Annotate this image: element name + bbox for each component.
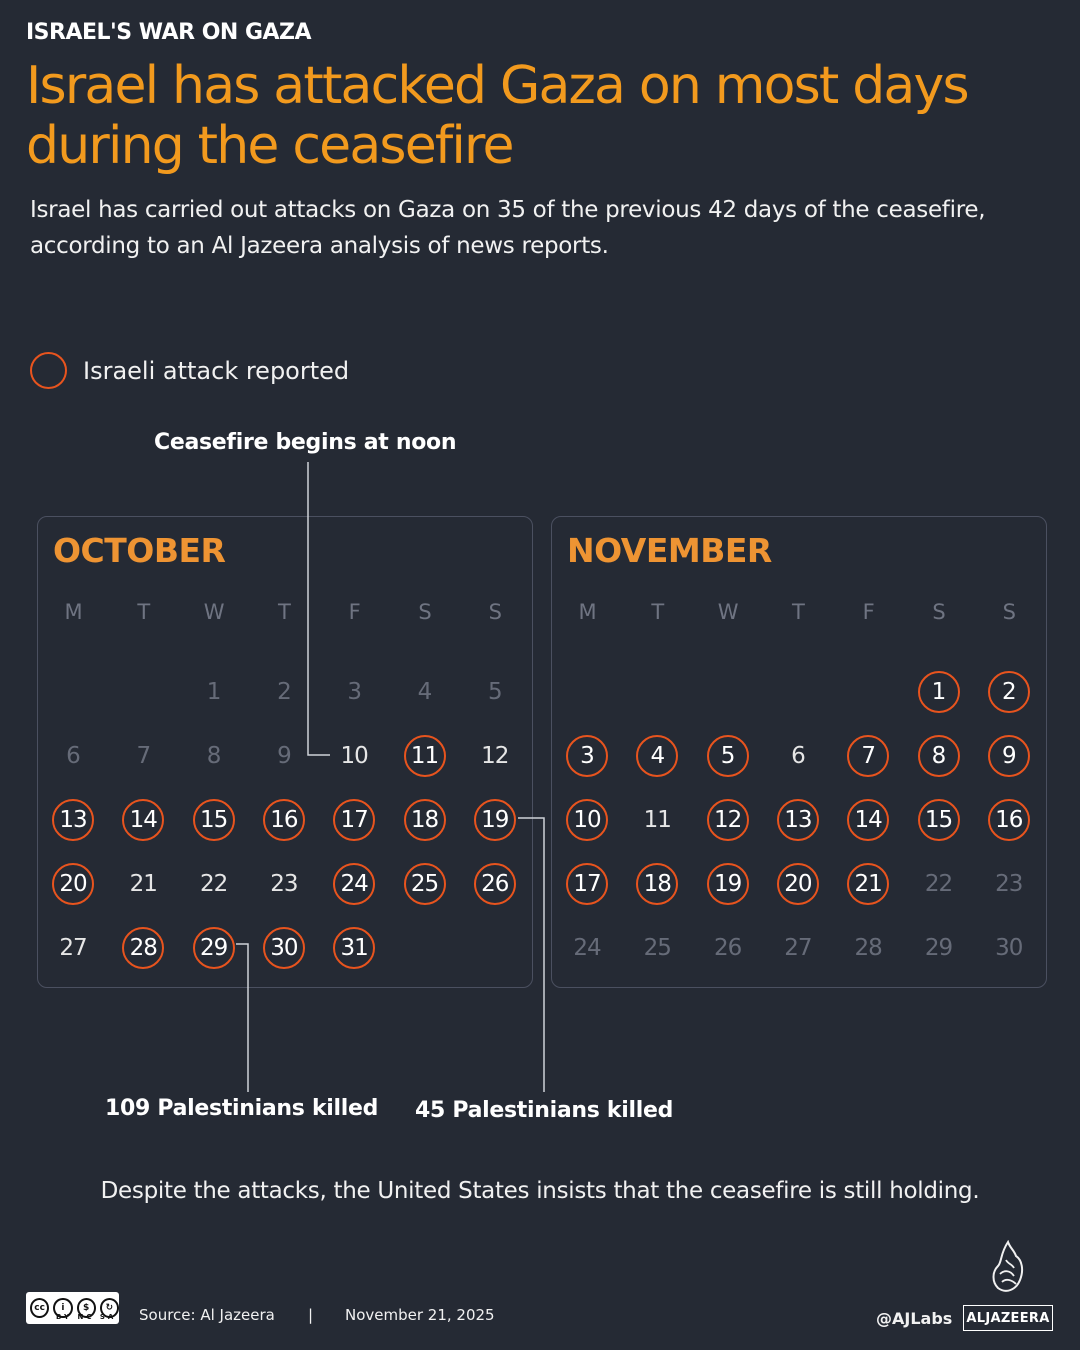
november-day-25: 25	[643, 935, 671, 961]
october-day-10: 10	[340, 743, 368, 769]
november-day-3-attack: 3	[566, 735, 608, 777]
subtitle: Israel has carried out attacks on Gaza on 35 of the previous 42 days of the ceasefire, according to an Al Jazeera analysis of news reports.	[30, 197, 986, 259]
october-day-5: 5	[487, 679, 502, 705]
legend-label: Israeli attack reported	[83, 356, 350, 385]
weekday-label: T	[137, 600, 150, 624]
november-day-17-attack: 17	[566, 863, 608, 905]
november-day-14-attack: 14	[847, 799, 889, 841]
november-day-28: 28	[854, 935, 882, 961]
weekday-label: S	[418, 600, 431, 624]
cc-icon: cc	[30, 1298, 49, 1318]
source-credit: Source: Al Jazeera	[139, 1306, 275, 1324]
october-day-28-attack: 28	[122, 927, 164, 969]
november-day-13-attack: 13	[777, 799, 819, 841]
footnote: Despite the attacks, the United States insists that the ceasefire is still holding.	[100, 1178, 980, 1204]
november-day-6: 6	[791, 743, 805, 769]
legend	[30, 352, 349, 389]
month-title-october: OCTOBER	[53, 531, 226, 570]
november-day-20-attack: 20	[777, 863, 819, 905]
november-day-23: 23	[995, 871, 1023, 897]
october-day-20-attack: 20	[52, 863, 94, 905]
november-day-2-attack: 2	[988, 671, 1030, 713]
november-day-5-attack: 5	[707, 735, 749, 777]
social-handle: @AJLabs	[876, 1309, 953, 1328]
kicker: ISRAEL'S WAR ON GAZA	[26, 20, 312, 45]
october-day-12: 12	[481, 743, 509, 769]
aljazeera-wordmark: ALJAZEERA	[963, 1305, 1053, 1331]
october-day-25-attack: 25	[404, 863, 446, 905]
november-day-30: 30	[995, 935, 1023, 961]
weekday-label: S	[1002, 600, 1015, 624]
license-text: BY NC SA	[56, 1313, 117, 1321]
october-day-11-attack: 11	[404, 735, 446, 777]
november-day-9-attack: 9	[988, 735, 1030, 777]
november-deaths-annotation: 45 Palestinians killed	[415, 1098, 674, 1123]
headline: Israel has attacked Gaza on most days during the ceasefire	[26, 56, 968, 176]
november-day-11: 11	[643, 807, 671, 833]
october-day-29-attack: 29	[193, 927, 235, 969]
november-day-10-attack: 10	[566, 799, 608, 841]
november-day-22: 22	[924, 871, 953, 897]
november-day-1-attack: 1	[918, 671, 960, 713]
november-day-18-attack: 18	[636, 863, 678, 905]
october-day-4: 4	[417, 679, 432, 705]
october-day-16-attack: 16	[263, 799, 305, 841]
november-day-7-attack: 7	[847, 735, 889, 777]
november-day-8-attack: 8	[918, 735, 960, 777]
october-day-27: 27	[59, 935, 87, 961]
october-day-2: 2	[277, 679, 291, 705]
october-calendar	[37, 516, 533, 988]
weekday-label: M	[64, 600, 82, 624]
weekday-label: T	[651, 600, 664, 624]
publish-date: November 21, 2025	[345, 1306, 495, 1324]
october-day-30-attack: 30	[263, 927, 305, 969]
october-day-22: 22	[199, 871, 228, 897]
footer-separator: |	[308, 1306, 314, 1324]
october-day-9: 9	[277, 743, 291, 769]
october-day-24-attack: 24	[333, 863, 375, 905]
weekday-label: S	[488, 600, 501, 624]
october-day-13-attack: 13	[52, 799, 94, 841]
weekday-label: T	[277, 600, 290, 624]
sa-icon: ↻	[100, 1298, 119, 1318]
november-calendar	[551, 516, 1047, 988]
october-day-8: 8	[206, 743, 221, 769]
october-day-17-attack: 17	[333, 799, 375, 841]
month-title-november: NOVEMBER	[567, 531, 772, 570]
attack-circle-icon	[30, 352, 67, 389]
october-day-14-attack: 14	[122, 799, 164, 841]
november-day-26: 26	[713, 935, 742, 961]
october-day-21: 21	[129, 871, 157, 897]
weekday-label: M	[578, 600, 596, 624]
october-day-31-attack: 31	[333, 927, 375, 969]
november-day-15-attack: 15	[918, 799, 960, 841]
october-day-15-attack: 15	[193, 799, 235, 841]
october-day-23: 23	[270, 871, 298, 897]
weekday-label: F	[862, 600, 874, 624]
november-day-21-attack: 21	[847, 863, 889, 905]
october-day-7: 7	[136, 743, 151, 769]
weekday-label: F	[348, 600, 360, 624]
weekday-label: W	[717, 600, 738, 624]
november-day-19-attack: 19	[707, 863, 749, 905]
october-day-3: 3	[347, 679, 361, 705]
weekday-label: W	[203, 600, 224, 624]
november-day-16-attack: 16	[988, 799, 1030, 841]
october-day-19-attack: 19	[474, 799, 516, 841]
november-day-27: 27	[784, 935, 812, 961]
creative-commons-badge	[26, 1292, 119, 1324]
nc-icon: $	[77, 1298, 96, 1318]
november-day-12-attack: 12	[707, 799, 749, 841]
november-day-29: 29	[924, 935, 953, 961]
october-day-26-attack: 26	[474, 863, 516, 905]
aljazeera-logo-icon	[988, 1240, 1028, 1300]
by-icon: i	[53, 1298, 72, 1318]
ceasefire-annotation: Ceasefire begins at noon	[154, 430, 457, 455]
november-day-24: 24	[573, 935, 601, 961]
weekday-label: S	[932, 600, 945, 624]
november-day-4-attack: 4	[636, 735, 678, 777]
october-day-1: 1	[206, 679, 221, 705]
weekday-label: T	[791, 600, 804, 624]
october-day-18-attack: 18	[404, 799, 446, 841]
october-deaths-annotation: 109 Palestinians killed	[105, 1096, 379, 1121]
october-day-6: 6	[66, 743, 80, 769]
